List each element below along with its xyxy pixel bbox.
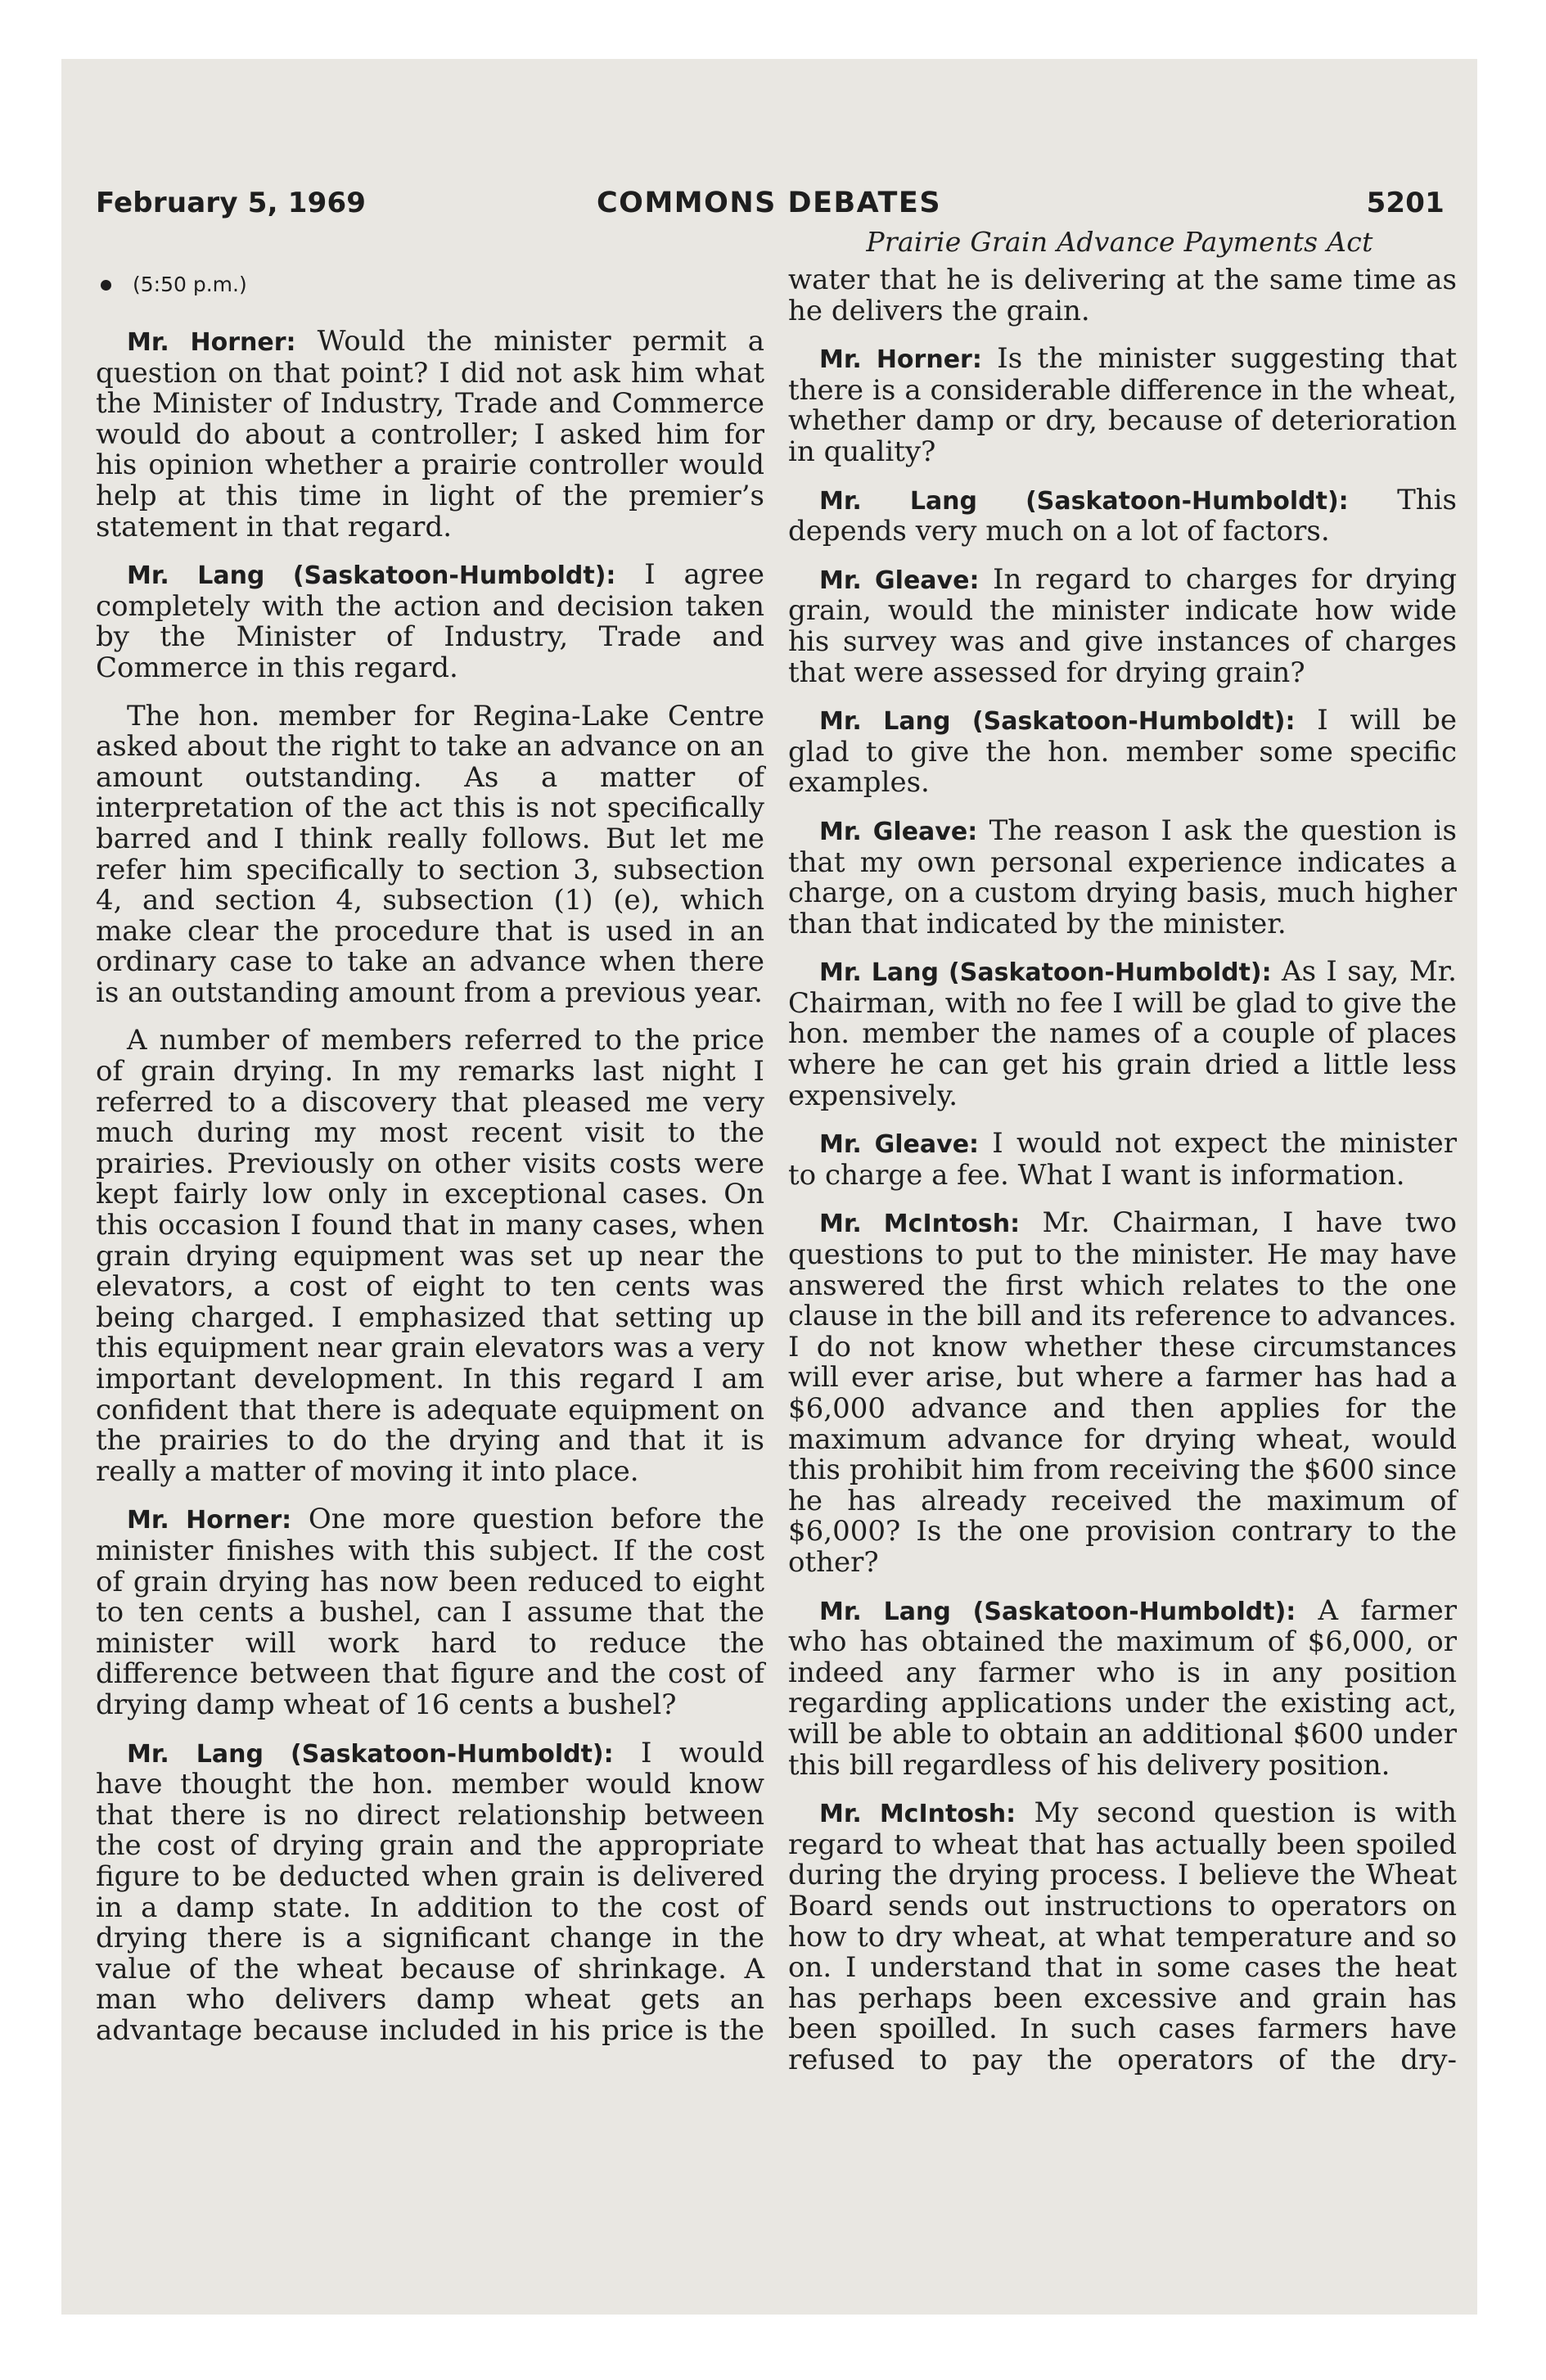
paragraph-text: A farmer who has obtained the maximum of $6,000, or indeed any farmer who is in any position regarding applications under the existing act, will be able to obtain an additional $600 under this bill regardless of his delivery position. <box>788 1593 1457 1782</box>
running-subtitle: Prairie Grain Advance Payments Act <box>866 226 1373 258</box>
paragraph-text: I will be glad to give the hon. member some specific examples. <box>788 704 1457 800</box>
paragraph <box>788 1208 1457 1578</box>
page-header <box>96 187 1445 228</box>
header-title: COMMONS DEBATES <box>597 187 942 219</box>
paragraph <box>788 562 1457 689</box>
paragraph <box>788 344 1457 467</box>
speaker-name: Mr. Lang (Saskatoon-Humboldt): <box>819 486 1349 516</box>
paragraph <box>96 1504 764 1720</box>
speaker-name: Mr. Gleave: <box>819 817 978 846</box>
left-column <box>96 265 764 2063</box>
paragraph-text: Is the minister suggesting that there is a considerable difference in the wheat, whether damp or dry, because of deterioration in quality? <box>788 342 1457 468</box>
header-date: February 5, 1969 <box>96 187 367 219</box>
paragraph <box>788 1798 1457 2076</box>
paragraph <box>96 701 764 1009</box>
paragraph-text: Would the minister permit a question on that point? I did not ask him what the Minister of Industry, Trade and Commerce would do about a controller; I asked him for his opinion whether a prairie controller would help at this time in light of the premier’s statement in that regard. <box>96 325 764 543</box>
paragraph-text: My second question is with regard to wheat that has actually been spoiled during the drying process. I believe the Wheat Board sends out instructions to operators on how to dry wheat, at what temperature and so on. I understand that in some cases the heat has perhaps been excessive and grain has been spoilled. In such cases farmers have refused to pay the operators of the dry- <box>788 1796 1457 2076</box>
speaker-name: Mr. Lang (Saskatoon-Humboldt): <box>819 1597 1296 1626</box>
paragraph <box>96 1738 764 2047</box>
bullet-icon <box>101 280 111 291</box>
paragraph <box>788 265 1457 327</box>
speaker-name: Mr. Lang (Saskatoon-Humboldt): <box>819 707 1296 737</box>
paragraph-text: water that he is delivering at the same time as he delivers the grain. <box>788 264 1457 327</box>
speaker-name: Mr. Gleave: <box>819 1130 980 1160</box>
speaker-name: Mr. Horner: <box>819 345 982 375</box>
paragraph <box>96 560 764 683</box>
paragraph-text: The reason I ask the question is that my own personal experience indicates a charge, on a custom drying basis, much higher than that indicated by the minister. <box>788 814 1458 940</box>
paragraph <box>788 957 1457 1111</box>
paragraph-text: Mr. Chairman, I have two questions to put to the minister. He may have answered the first which relates to the one clause in the bill and its reference to advances. I do not know whether these circumstances will ever arise, but where a farmer has had a $6,000 advance and then applies for the maximum advance for drying wheat, would this prohibit him from receiving the $600 since he has already received the maximum of $6,000? Is the one provision contrary to the other? <box>788 1206 1458 1579</box>
speaker-name: Mr. Gleave: <box>819 566 980 595</box>
speaker-name: Mr. Horner: <box>127 1506 292 1535</box>
paragraph-text: This depends very much on a lot of factors. <box>788 483 1457 548</box>
page-number: 5201 <box>1366 187 1445 219</box>
paragraph-text: One more question before the minister finishes with this subject. If the cost of grain drying has now been reduced to eight to ten cents a bushel, can I assume that the minister will work hard to reduce the difference between that figure and the cost of drying damp wheat of 16 cents a bushel? <box>96 1503 764 1721</box>
speaker-name: Mr. Lang (Saskatoon-Humboldt): <box>819 958 1272 988</box>
paragraph <box>788 485 1457 548</box>
paragraph <box>96 1025 764 1487</box>
speaker-name: Mr. McIntosh: <box>819 1210 1021 1239</box>
paragraph <box>788 1593 1457 1782</box>
paragraph-text: The hon. member for Regina-Lake Centre asked about the right to take an advance on an amount outstanding. As a matter of interpretation of the act this is not specifically barred and I think really follows. But let me refer him specifically to section 3, subsection 4, and section 4, subsection (1) (e), which make clear the procedure that is used in an ordinary case to take an advance when there is an outstanding amount from a previous year. <box>96 699 764 1009</box>
speaker-name: Mr. Lang (Saskatoon-Humboldt): <box>127 1739 614 1769</box>
paragraph-text: A number of members referred to the price of grain drying. In my remarks last night I referred to a discovery that pleased me very much during my most recent visit to the prairies. Previously on other visits costs were kept fairly low only in exceptional cases. On this occasion I found that in many cases, when grain drying equipment was set up near the elevators, a cost of eight to ten cents was being charged. I emphasized that setting up this equipment near grain elevators was a very important development. In this regard I am confident that there is adequate equipment on the prairies to do the drying and that it is really a matter of moving it into place. <box>96 1024 764 1488</box>
paragraph-text: I agree completely with the action and decision taken by the Minister of Industry, Trade and Commerce in this regard. <box>96 558 764 684</box>
paragraph-text: I would not expect the minister to charge a fee. What I want is information. <box>788 1127 1457 1192</box>
speaker-name: Mr. McIntosh: <box>819 1800 1016 1829</box>
paragraph-text: I would have thought the hon. member would know that there is no direct relationship between the cost of drying grain and the appropriate figure to be deducted when grain is delivered in a damp state. In addition to the cost of drying there is a significant change in the value of the wheat because of shrinkage. A man who delivers damp wheat gets an advantage because included in his price is the <box>96 1736 765 2047</box>
time-marker <box>96 269 764 294</box>
paragraph <box>96 327 764 543</box>
paragraph <box>788 1129 1457 1191</box>
time-marker-text: (5:50 p.m.) <box>133 273 247 296</box>
right-column <box>788 265 1457 2093</box>
speaker-name: Mr. Horner: <box>127 328 296 357</box>
paragraph-text: In regard to charges for drying grain, would the minister indicate how wide his survey was and give instances of charges that were assessed for drying grain? <box>788 562 1457 689</box>
paragraph <box>788 705 1457 799</box>
paragraph <box>788 816 1457 940</box>
paragraph-text: As I say, Mr. Chairman, with no fee I will be glad to give the hon. member the names of a couple of places where he can get his grain dried a little less expensively. <box>788 955 1457 1112</box>
speaker-name: Mr. Lang (Saskatoon-Humboldt): <box>127 561 616 591</box>
